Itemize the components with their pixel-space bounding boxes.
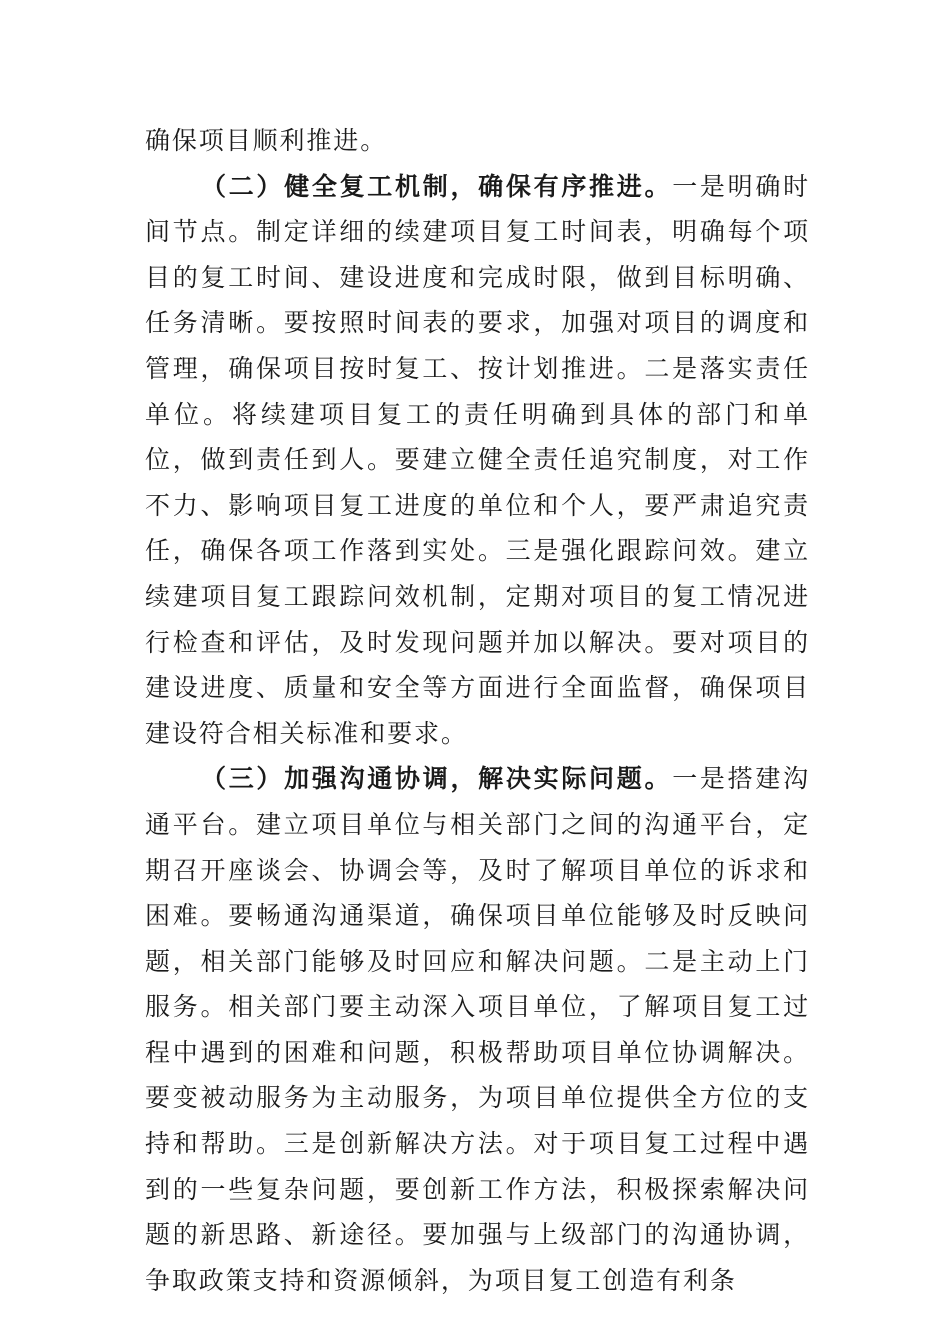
section-heading: （二）健全复工机制，确保有序推进。 xyxy=(201,171,673,201)
paragraph-text: 一是搭建沟通平台。建立项目单位与相关部门之间的沟通平台，定期召开座谈会、协调会等，及时了解项目单位的诉求和困难。要畅通沟通渠道，确保项目单位能够及时反映问题，相关部门能够及时回应和解决问题。二是主动上门服务。相关部门要主动深入项目单位，了解项目复工过程中遇到的困难和问题，积极帮助项目单位协调解决。要变被动服务为主动服务，为项目单位提供全方位的支持和帮助。三是创新解决方法。对于项目复工过程中遇到的一些复杂问题，要创新工作方法，积极探索解决问题的新思路、新途径。要加强与上级部门的沟通协调，争取政策支持和资源倾斜，为项目复工创造有利条 xyxy=(145,764,810,1295)
section-heading: （三）加强沟通协调，解决实际问题。 xyxy=(201,764,673,794)
paragraph-text: 一是明确时间节点。制定详细的续建项目复工时间表，明确每个项目的复工时间、建设进度和完成时限，做到目标明确、任务清晰。要按照时间表的要求，加强对项目的调度和管理，确保项目按时复工、按计划推进。二是落实责任单位。将续建项目复工的责任明确到具体的部门和单位，做到责任到人。要建立健全责任追究制度，对工作不力、影响项目复工进度的单位和个人，要严肃追究责任，确保各项工作落到实处。三是强化跟踪问效。建立续建项目复工跟踪问效机制，定期对项目的复工情况进行检查和评估，及时发现问题并加以解决。要对项目的建设进度、质量和安全等方面进行全面监督，确保项目建设符合相关标准和要求。 xyxy=(145,171,810,748)
paragraph-text: 确保项目顺利推进。 xyxy=(145,126,388,155)
document-body xyxy=(145,118,810,1303)
paragraph-continuation xyxy=(145,118,810,164)
paragraph-section-2 xyxy=(145,164,810,757)
paragraph-section-3 xyxy=(145,756,810,1303)
